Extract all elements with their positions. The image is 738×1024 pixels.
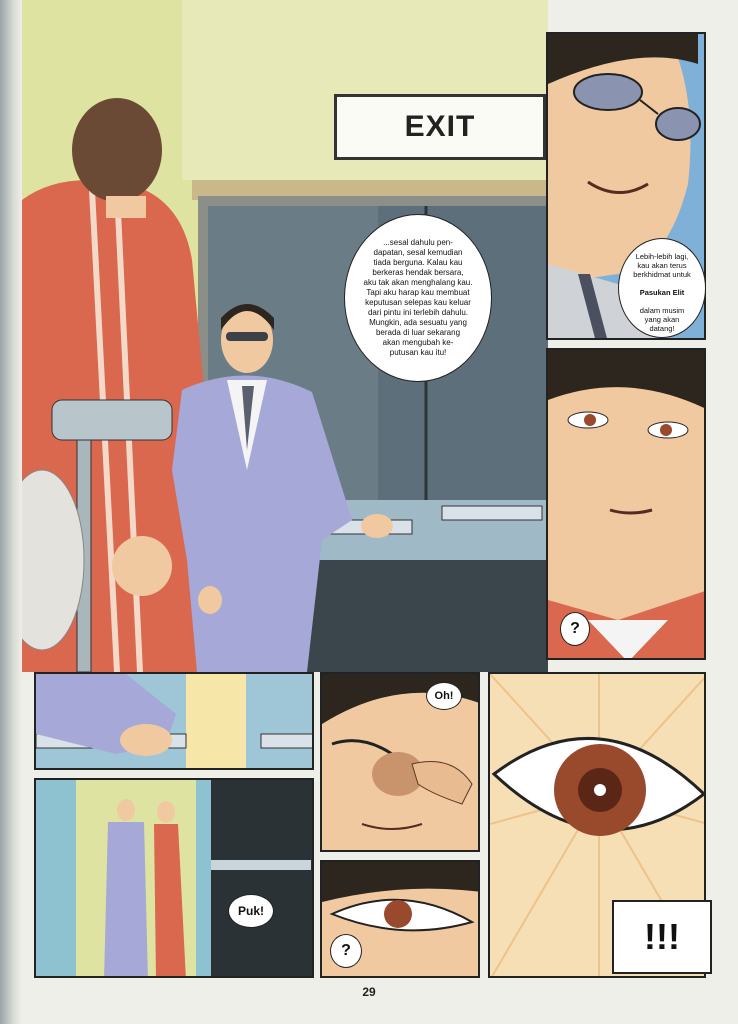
speech-text-glasses-bold: Pasukan Elit xyxy=(639,288,685,297)
speech-text-glasses xyxy=(633,243,691,333)
shock-text: !!! xyxy=(644,916,680,957)
exclaim-text-oh: Oh! xyxy=(434,690,454,702)
exclaim-bubble-oh xyxy=(426,682,462,710)
hallway-art xyxy=(36,780,314,978)
page-number: 29 xyxy=(362,985,376,999)
speech-text-glasses-pre: Lebih-lebih lagi, kau akan terus berkhidmat untuk xyxy=(633,252,691,279)
speech-bubble-glasses xyxy=(618,238,706,338)
speech-line: aku tak akan menghalang kau. xyxy=(363,278,473,287)
speech-line: Mungkin, ada sesuatu yang xyxy=(369,318,467,327)
speech-line: dapatan, sesal kemudian xyxy=(373,248,463,257)
question-bubble-2 xyxy=(330,934,362,968)
panel-hand-pushbar xyxy=(34,672,314,770)
speech-text-glasses-post: dalam musim yang akan datang! xyxy=(639,306,685,333)
question-mark-2: ? xyxy=(341,942,351,959)
speech-line: akan mengubah ke- xyxy=(382,338,454,347)
question-bubble-1 xyxy=(560,612,590,646)
speech-line: dari pintu ini terlebih dahulu. xyxy=(367,308,469,317)
speech-line: putusan kau itu! xyxy=(389,348,447,357)
speech-bubble-main xyxy=(344,214,492,382)
sound-text-puk: Puk! xyxy=(237,904,264,918)
speech-line: berada di luar sekarang xyxy=(375,328,461,337)
speech-line: tiada berguna. Kalau kau xyxy=(373,258,463,267)
hand-pushbar-art xyxy=(36,674,314,770)
question-mark-1: ? xyxy=(570,620,580,637)
speech-line: ...sesal dahulu pen- xyxy=(383,238,453,247)
panel-hallway xyxy=(34,778,314,978)
shock-exclaim xyxy=(612,900,712,974)
speech-line: berkeras hendak bersara, xyxy=(372,268,464,277)
page-binding xyxy=(0,0,22,1024)
speech-line: Tapi aku harap kau membuat xyxy=(366,288,470,297)
speech-text-main xyxy=(364,238,473,358)
exit-sign: EXIT xyxy=(334,94,546,160)
sound-bubble-puk xyxy=(228,894,274,928)
speech-line: keputusan selepas kau keluar xyxy=(365,298,471,307)
